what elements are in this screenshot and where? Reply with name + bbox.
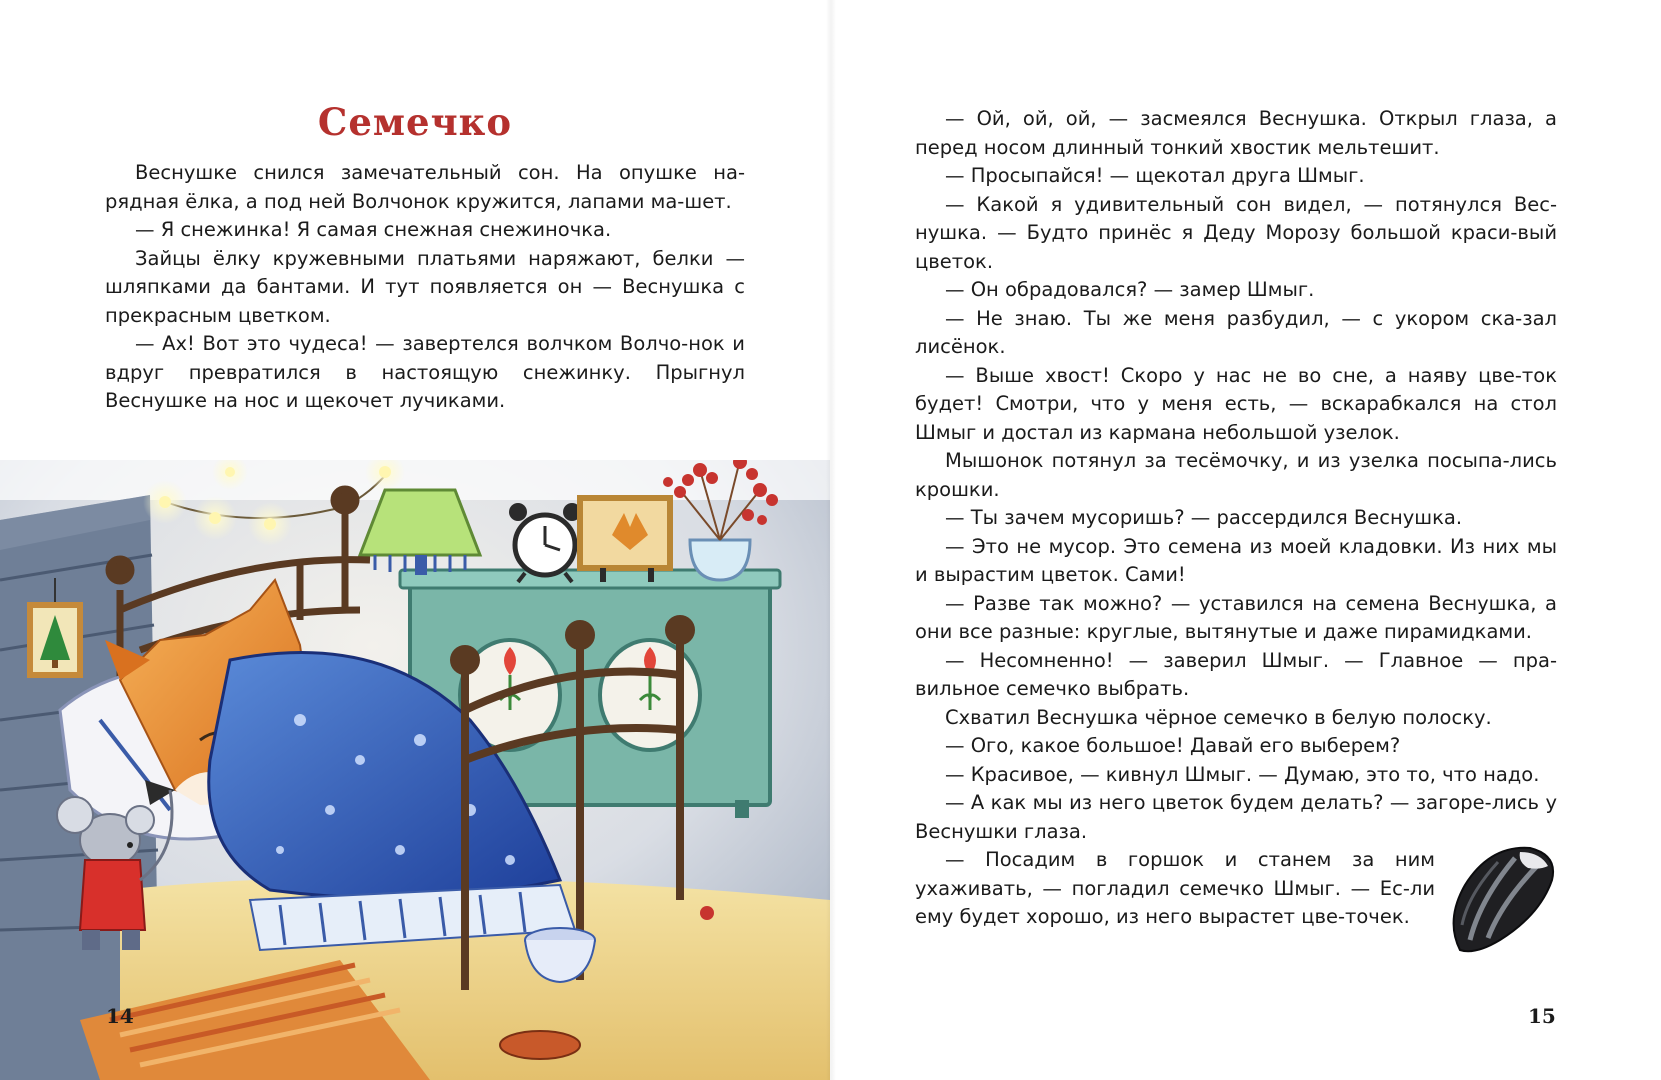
paragraph: — Ого, какое большое! Давай его выберем? [945,734,1401,757]
left-page-text [105,159,745,416]
right-page-text [915,105,1557,932]
page-number: 15 [1528,1004,1556,1028]
fox-sleeping-in-bed-illustration [0,460,830,1080]
paragraph: — Красивое, — кивнул Шмыг. — Думаю, это то, что надо. [945,762,1540,786]
paragraph: Схватил Веснушка чёрное семечко в белую полоску. [945,705,1492,729]
paragraph: — Несомненно! — заверил Шмыг. — Главное — пра-вильное семечко выбрать. [915,648,1557,700]
paragraph: — Какой я удивительный сон видел, — потянулся Вес-нушка. — Будто принёс я Деду Морозу большой краси-вый цветок. [915,192,1557,273]
berry [700,906,714,920]
paragraph: Мышонок потянул за тесёмочку, и из узелка посыпа-лись крошки. [915,449,1557,501]
paragraph: — Ой, ой, ой, — засмеялся Веснушка. Открыл глаза, а перед носом длинный тонкий хвостик мельтешит. [915,107,1557,159]
left-page [0,0,830,1080]
page-number: 14 [106,1004,134,1028]
book-gutter [826,0,836,1080]
paragraph: — Выше хвост! Скоро у нас не во сне, а наяву цве-ток будет! Смотри, что у меня есть, — вскарабкался на стол Шмыг и достал из кармана небольшой узелок. [915,363,1557,444]
framed-fox-picture [580,498,670,582]
paragraph: — Посадим в горшок и станем за ним ухаживать, — погладил семечко Шмыг. — Ес-ли ему будет хорошо, из него вырастет цве-точек. [915,848,1435,928]
paragraph: — Не знаю. Ты же меня разбудил, — с укором ска-зал лисёнок. [915,306,1557,358]
paragraph: — Это не мусор. Это семена из моей кладовки. Из них мы и вырастим цветок. Сами! [915,534,1557,586]
paragraph: — Ах! Вот это чудеса! — завертелся волчком Волчо-нок и вдруг превратился в настоящую снежинку. Прыгнул Веснушке на нос и щекочет лучиками. [105,332,745,412]
slipper [500,1031,580,1059]
paragraph: — Я снежинка! Я самая снежная снежиночка. [135,218,612,241]
paragraph: Веснушке снился замечательный сон. На опушке на-рядная ёлка, а под ней Волчонок кружится, лапами ма-шет. [105,161,745,213]
paragraph: — Просыпайся! — щекотал друга Шмыг. [945,164,1365,187]
paragraph: — Разве так можно? — уставился на семена Веснушка, а они все разные: круглые, вытянутые и даже пирамидками. [915,591,1557,643]
paragraph: — А как мы из него цветок будем делать? — загоре-лись у Веснушки глаза. [915,791,1557,843]
paragraph: — Он обрадовался? — замер Шмыг. [945,278,1315,301]
paragraph: — Ты зачем мусоришь? — рассердился Веснушка. [945,506,1463,529]
paragraph: Зайцы ёлку кружевными платьями наряжают, белки — шляпками да бантами. И тут появляется он — Веснушка с прекрасным цветком. [105,246,745,327]
story-title: Семечко [317,100,513,144]
sunflower-seed-illustration [1440,840,1560,955]
